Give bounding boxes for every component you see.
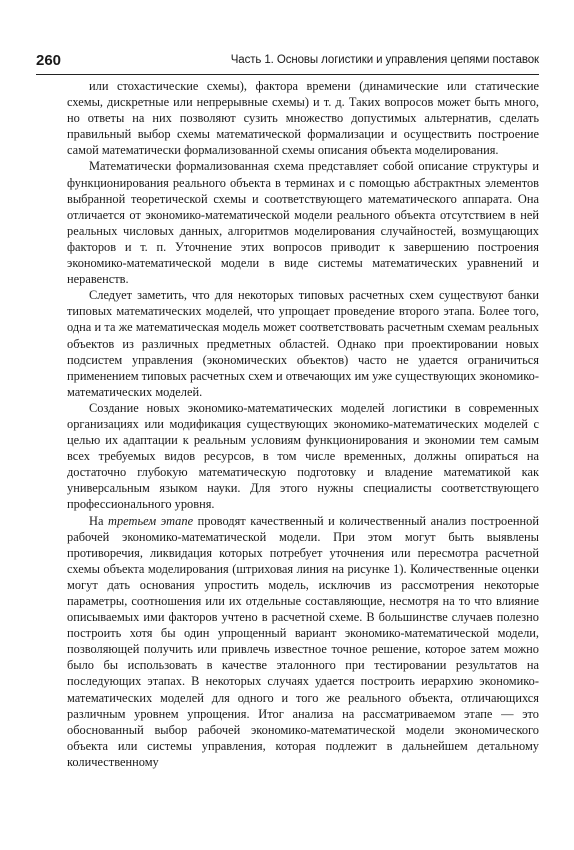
body-text [67, 78, 539, 770]
page-number: 260 [36, 52, 62, 69]
paragraph-1 [67, 78, 539, 158]
paragraph-3-text: Следует заметить, что для некоторых типовых расчетных схем существуют банки типовых математических моделей, что упрощает проведение второго этапа. Более того, одна и та же математическая модель может соответствовать расчетным схемам реальных объектов из различных предметных областей. Однако при проектировании новых подсистем управления (экономических объектов) часто не удается ограничиться применением типовых расчетных схем и отвечающих им уже существующих экономико-математических моделей. [67, 288, 539, 399]
paragraph-4-text: Создание новых экономико-математических моделей логистики в современных организациях или модификация существующих экономико-математических моделей с целью их адаптации к реальным условиям функционирования и экономии тем самым всех требуемых видов ресурсов, в том числе временных, должны опираться на достаточно глубокую математическую подготовку и владение математикой как универсальным языком науки. Для этого нужны специалисты соответствующего профессионального уровня. [67, 400, 539, 512]
paragraph-1-text: или стохастические схемы), фактора времени (динамические или статические схемы, дискретные или непрерывные схемы) и т. д. Таких вопросов может быть много, но ответы на них позволяют сузить множество допустимых альтернатив, сделать правильный выбор схемы математической формализации и осуществить построение самой математически формализованной схемы описания объекта моделирования. [67, 79, 539, 158]
paragraph-3 [67, 287, 539, 400]
page-header [36, 50, 539, 75]
paragraph-2-text: Математически формализованная схема представляет собой описание структуры и функционирования реального объекта в терминах и с помощью абстрактных элементов выбранной теоретической схемы и соответствующего математического аппарата. Она отличается от экономико-математической модели реального объекта отсутствием в ней реальных числовых данных, алгоритмов моделирования случайностей, возмущающих факторов и т. п. Уточнение этих вопросов приводит к завершению построения экономико-математической модели в виде системы математических уравнений и неравенств. [67, 159, 539, 287]
running-title: Часть 1. Основы логистики и управления цепями поставок [230, 54, 539, 66]
paragraph-2 [67, 158, 539, 287]
paragraph-5-text-b: проводят качественный и количественный анализ построенной рабочей экономико-математической модели. При этом могут быть выявлены противоречия, ликвидация которых потребует уточнения или пересмотра расчетной схемы объекта моделирования (штриховая линия на рисунке 1). Количественные оценки могут дать основания упростить модель, исключив из рассмотрения некоторые параметры, соотношения или их отдельные составляющие, несмотря на то что влияние описываемых ими факторов учтено в расчетной схеме. В большинстве случаев полезно построить хотя бы один упрощенный вариант экономико-математической модели, позволяющей получить или привлечь известное точное решение, которое затем можно было бы использовать в качестве эталонного при тестировании результатов на последующих этапах. В некоторых случаях удается построить иерархию экономико-математических моделей для одного и того же реального объекта, отличающихся различным уровнем упрощения. Итог анализа на рассматриваемом этапе — это обоснованный выбор рабочей экономико-математической модели экономического объекта или системы управления, которая подлежит в дальнейшем детальному количественному [67, 513, 539, 769]
paragraph-5 [67, 513, 539, 771]
paragraph-5-emphasis: третьем этапе [108, 513, 194, 528]
paragraph-5-text-a: На [89, 513, 109, 528]
paragraph-4 [67, 400, 539, 513]
